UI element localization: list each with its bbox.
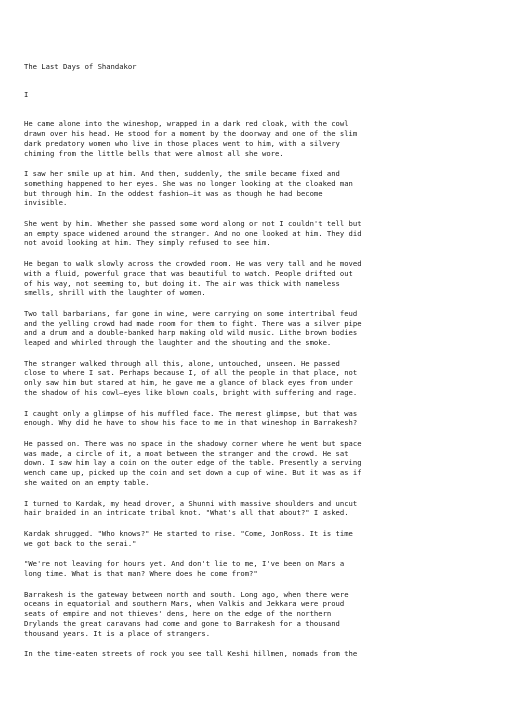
chapter-number: I bbox=[24, 89, 29, 99]
document-page bbox=[24, 62, 500, 670]
paragraph: Kardak shrugged. "Who knows?" He started to rise. "Come, JonRoss. It is time we got back to the serai." bbox=[24, 528, 353, 548]
paragraph: She went by him. Whether she passed some word along or not I couldn't tell but an empty space widened around the stranger. And no one looked at him. They did not avoid looking at him. They simply refused to see him. bbox=[24, 219, 362, 248]
paragraph: He came alone into the wineshop, wrapped in a dark red cloak, with the cowl drawn over his head. He stood for a moment by the doorway and one of the slim dark predatory women who live in those places went to him, with a silvery chiming from the little bells that were almost all she wore. bbox=[24, 119, 358, 158]
paragraph: I saw her smile up at him. And then, suddenly, the smile became fixed and something happened to her eyes. She was no longer looking at the cloaked man but through him. In the oddest fashion—it was as though he had become invisible. bbox=[24, 169, 353, 208]
paragraph: He passed on. There was no space in the shadowy corner where he went but space was made, a circle of it, a moat between the stranger and the crowd. He sat down. I saw him lay a coin on the outer edge of the table. Presently a serving wench came up, picked up the coin and set down a cup of wine. But it was as if she waited on an empty table. bbox=[24, 438, 362, 487]
paragraph: In the time-eaten streets of rock you see tall Keshi hillmen, nomads from the bbox=[24, 649, 358, 659]
paragraph: "We're not leaving for hours yet. And don't lie to me, I've been on Mars a long time. What is that man? Where does he come from?" bbox=[24, 559, 345, 579]
paragraph: He began to walk slowly across the crowded room. He was very tall and he moved with a fluid, powerful grace that was beautiful to watch. People drifted out of his way, not seeming to, but doing it. The air was thick with nameless smells, shrill with the laughter of women. bbox=[24, 259, 362, 298]
paragraph: Barrakesh is the gateway between north and south. Long ago, when there were oceans in equatorial and southern Mars, when Valkis and Jekkara were proud seats of empire and not thieves' dens, here on the edge of the northern Drylands the great caravans had come and gone to Barrakesh for a thousand thousand years. It is a place of strangers. bbox=[24, 589, 349, 638]
paragraph: I turned to Kardak, my head drover, a Shunni with massive shoulders and uncut hair braided in an intricate tribal knot. "What's all that about?" I asked. bbox=[24, 498, 358, 518]
paragraph: I caught only a glimpse of his muffled face. The merest glimpse, but that was enough. Why did he have to show his face to me in that wineshop in Barrakesh? bbox=[24, 408, 358, 428]
paragraph-list bbox=[24, 119, 500, 659]
paragraph: Two tall barbarians, far gone in wine, were carrying on some intertribal feud and the yelling crowd had made room for them to fight. There was a silver pipe and a drum and a double-banked harp making old wild music. Lithe brown bodies leaped and whirled through the laughter and the shouting and the smoke. bbox=[24, 308, 362, 348]
document-title: The Last Days of Shandakor bbox=[24, 62, 137, 71]
paragraph: The stranger walked through all this, alone, untouched, unseen. He passed close to where I sat. Perhaps because I, of all the people in that place, not only saw him but stared at him, he gave me a glance of black eyes from under the shadow of his cowl—eyes like blown coals, bright with suffering and rage. bbox=[24, 358, 358, 397]
